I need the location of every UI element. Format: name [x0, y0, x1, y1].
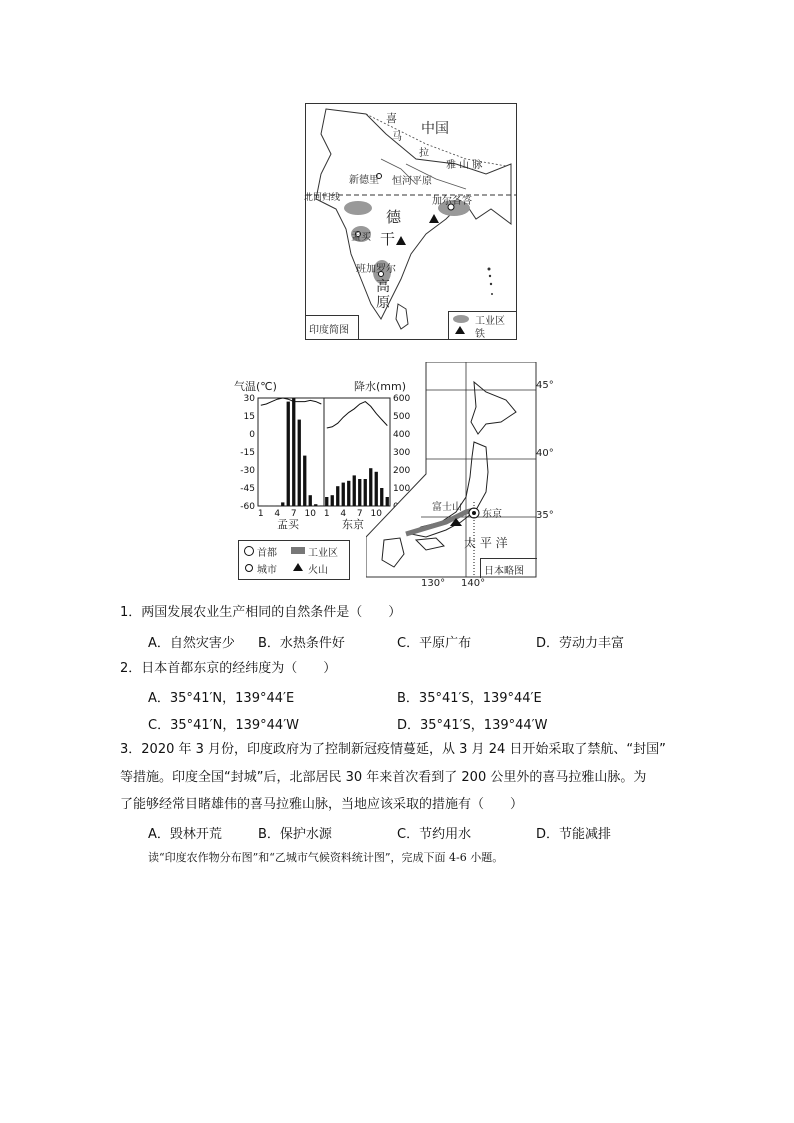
- label-ma: 马: [392, 132, 402, 143]
- temp-tick-label: 30: [243, 394, 255, 404]
- question-3-stem-line3: 了能够经常目睹雄伟的喜马拉雅山脉，当地应该采取的措施有（ ）: [120, 797, 524, 812]
- precip-tick-label: 300: [393, 448, 411, 458]
- precip-bar: [292, 398, 295, 506]
- iron-mark: [429, 214, 439, 223]
- legend-iron-label: 铁: [475, 329, 485, 340]
- precip-bar: [336, 486, 339, 506]
- question-1-stem: 1．两国发展农业生产相同的自然条件是（ ）: [120, 605, 402, 620]
- precip-tick-label: 100: [393, 484, 411, 494]
- iron-mark: [396, 236, 406, 245]
- precip-tick-label: 500: [393, 412, 411, 422]
- question-2-stem: 2．日本首都东京的经纬度为（ ）: [120, 661, 337, 676]
- lat-40-label: 40°: [536, 448, 554, 459]
- precip-bar: [347, 481, 350, 506]
- temp-tick-label: 0: [249, 430, 255, 440]
- q2-option-b[interactable]: B．35°41′S，139°44′E: [397, 691, 542, 706]
- q2-option-a[interactable]: A．35°41′N，139°44′E: [148, 691, 295, 706]
- lat-45-label: 45°: [536, 380, 554, 391]
- label-ganges-plain: 恒河平原: [392, 176, 432, 187]
- temp-tick-label: -60: [240, 502, 255, 512]
- temp-tick-label: -45: [240, 484, 255, 494]
- q3-option-a[interactable]: A．毁林开荒: [148, 827, 222, 842]
- india-map-caption: 印度简图: [309, 325, 349, 336]
- section-intro: 读“印度农作物分布图”和“乙城市气候资料统计图”，完成下面 4-6 小题。: [148, 851, 504, 864]
- precip-tick-label: 400: [393, 430, 411, 440]
- legend-capital-label: 首都: [257, 548, 277, 559]
- question-3-stem-line2: 等措施。印度全国“封城”后，北部居民 30 年来首次看到了 200 公里外的喜马拉雅山脉。为: [120, 770, 647, 785]
- precip-bar: [309, 495, 312, 506]
- q1-option-d[interactable]: D．劳动力丰富: [536, 636, 625, 651]
- precip-bar: [353, 475, 356, 506]
- precip-bar: [287, 402, 290, 506]
- tokyo-label: 东京: [482, 509, 502, 520]
- legend-volcano-label: 火山: [308, 565, 328, 576]
- month-tick-label: 7: [356, 509, 363, 519]
- question-3-stem-line1: 3．2020 年 3 月份，印度政府为了控制新冠疫情蔓延，从 3 月 24 日开始采取了禁航、“封国”: [120, 742, 666, 757]
- legend-capital-icon: [244, 546, 254, 556]
- pacific-label: 太 平 洋: [464, 536, 508, 550]
- q1-option-a[interactable]: A．自然灾害少: [148, 636, 235, 651]
- label-gan: 干: [380, 230, 396, 248]
- precip-tick-label: 600: [393, 394, 411, 404]
- month-tick-label: 1: [257, 509, 264, 519]
- japan-map-caption: 日本略图: [484, 566, 524, 577]
- month-tick-label: 10: [370, 509, 382, 519]
- label-la: 拉: [419, 148, 429, 159]
- precip-tick-label: 200: [393, 466, 411, 476]
- month-tick-label: 4: [340, 509, 347, 519]
- q1-option-c[interactable]: C．平原广布: [397, 636, 472, 651]
- industrial-zone-mark: [344, 201, 372, 215]
- q2-option-d[interactable]: D．35°41′S，139°44′W: [397, 718, 548, 733]
- legend-industrial-icon: [291, 547, 305, 554]
- legend-volcano-icon: [293, 563, 303, 571]
- precip-bar: [281, 502, 284, 506]
- label-bangalore: 班加罗尔: [356, 264, 396, 275]
- temp-tick-label: -15: [240, 448, 255, 458]
- legend-industrial-swatch: [453, 315, 469, 323]
- label-xi: 喜: [386, 112, 397, 125]
- city-left-label: 孟买: [277, 518, 299, 531]
- q2-option-c[interactable]: C．35°41′N，139°44′W: [148, 718, 299, 733]
- precip-bar: [342, 483, 345, 506]
- precip-bar: [298, 420, 301, 506]
- q3-option-c[interactable]: C．节约用水: [397, 827, 472, 842]
- precip-bar: [358, 479, 361, 506]
- precip-axis-title: 降水(mm): [354, 380, 407, 393]
- label-kolkata: 加尔各答: [432, 196, 472, 207]
- precip-bar: [320, 505, 323, 506]
- q3-option-b[interactable]: B．保护水源: [258, 827, 332, 842]
- q3-option-d[interactable]: D．节能减排: [536, 827, 612, 842]
- temp-axis-title: 气温(℃): [234, 380, 277, 393]
- legend-city-icon: [245, 564, 253, 572]
- precip-bar: [303, 456, 306, 506]
- precip-bar: [314, 504, 317, 506]
- label-new-delhi: 新德里: [349, 175, 379, 186]
- india-map-drawing: [306, 104, 516, 339]
- india-map-caption-box: [306, 315, 359, 339]
- lat-35-label: 35°: [536, 510, 554, 521]
- temp-line: [261, 398, 322, 405]
- label-yuan: 原: [376, 295, 390, 311]
- legend-industrial-label-jp: 工业区: [308, 548, 338, 559]
- label-de: 德: [386, 208, 402, 226]
- label-ya-shan-mai: 雅 山 脉: [446, 160, 483, 171]
- month-tick-label: 10: [304, 509, 316, 519]
- month-tick-label: 4: [274, 509, 281, 519]
- precip-bar: [331, 495, 334, 506]
- india-map-legend: [448, 311, 516, 339]
- label-mumbai: 孟买: [351, 232, 371, 243]
- temp-tick-label: -30: [240, 466, 255, 476]
- month-tick-label: 1: [323, 509, 330, 519]
- japan-map-caption-box: [480, 558, 537, 578]
- japan-map-drawing: [366, 362, 541, 578]
- lon-140-label: 140°: [461, 578, 486, 589]
- japan-map-legend: [238, 540, 350, 580]
- label-gao: 高: [376, 279, 390, 295]
- japan-map: [366, 362, 554, 589]
- q1-option-b[interactable]: B．水热条件好: [258, 636, 345, 651]
- legend-city-label: 城市: [257, 565, 277, 576]
- month-tick-label: 7: [290, 509, 297, 519]
- legend-industrial-label: 工业区: [475, 316, 505, 327]
- city-right-label: 东京: [342, 518, 364, 531]
- india-map: [305, 103, 517, 340]
- label-china: 中国: [421, 121, 449, 137]
- precip-bar: [325, 497, 328, 506]
- temp-tick-label: 15: [243, 412, 255, 422]
- fuji-label: 富士山: [432, 502, 462, 513]
- legend-iron-icon: [455, 326, 465, 334]
- label-tropic: 北回归线: [304, 193, 341, 203]
- lon-130-label: 130°: [421, 578, 446, 589]
